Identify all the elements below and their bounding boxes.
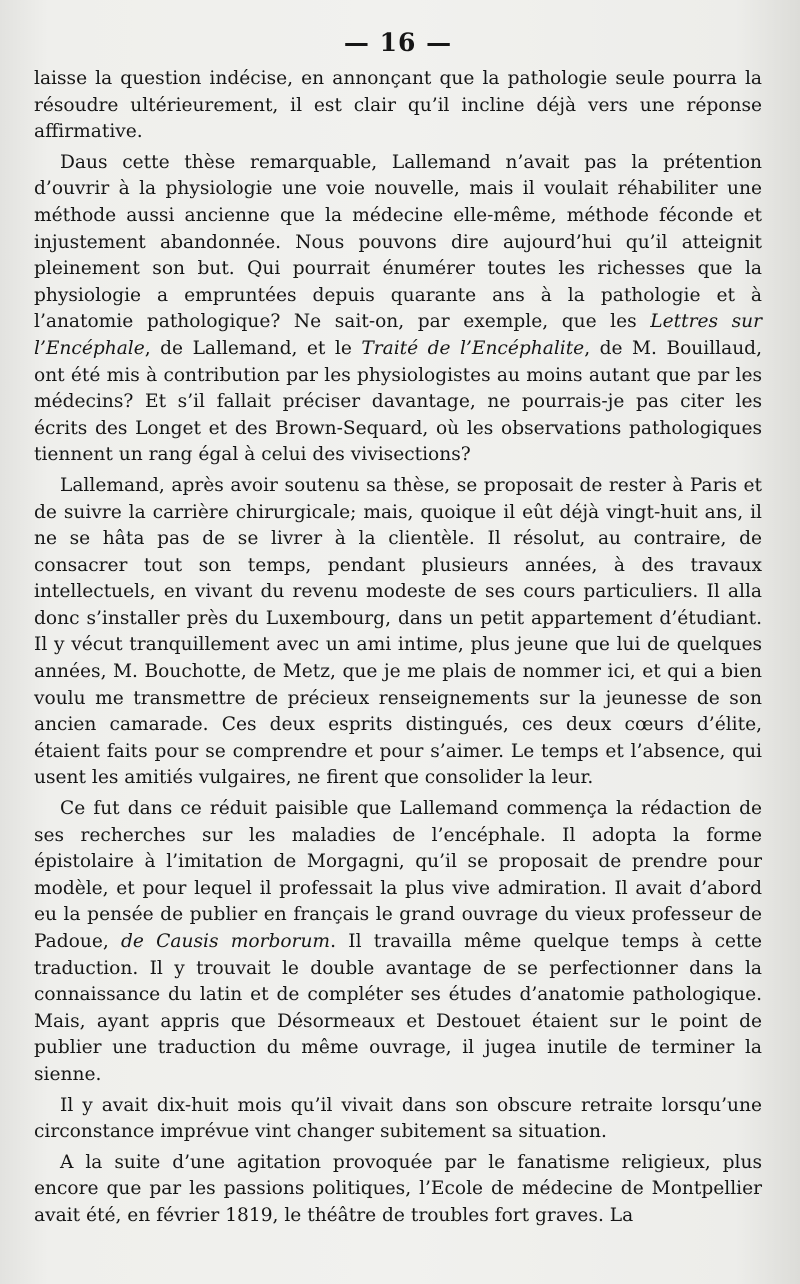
text-run: A la suite d’une agitation provoquée par le fanatisme religieux, plus encore que par les passions politiques, l’Ecole de médecine de Montpellier avait été, en février 1819, le théâtre de troubles fort graves. La (34, 1151, 762, 1226)
text-run: Il y avait dix-huit mois qu’il vivait dans son obscure retraite lorsqu’une circonstance imprévue vint changer subitement sa situation. (34, 1094, 762, 1143)
paragraph (34, 1150, 762, 1230)
text-run: . Il travailla même quelque temps à cette traduction. Il y trouvait le double avantage de se perfectionner dans la connaissance du latin et de compléter ses études d’anatomie pathologique. Mais, ayant appris que Désormeaux et Destouet étaient sur le point de publier une traduction du même ouvrage, il jugea inutile de terminer la sienne. (34, 931, 762, 1085)
text-run: laisse la question indécise, en annonçant que la pathologie seule pourra la résoudre ultérieurement, il est clair qu’il incline déjà vers une réponse affirmative. (34, 68, 762, 143)
paragraph (34, 1093, 762, 1146)
paragraph (34, 796, 762, 1089)
text-run: , de Lallemand, et le (144, 337, 362, 359)
text-run: Ce fut dans ce réduit paisible que Lallemand commença la rédaction de ses recherches sur les maladies de l’encéphale. Il adopta la forme épistolaire à l’imitation de Morgagni, qu’il se proposait de prendre pour modèle, et pour lequel il professait la plus vive admiration. Il avait d’abord eu la pensée de publier en français le grand ouvrage du vieux professeur de Padoue, (34, 798, 762, 952)
italic-title: de Causis morborum (121, 931, 331, 952)
italic-title: Lettres sur l’Encéphale (34, 311, 763, 359)
paragraph (34, 66, 762, 146)
paragraph (34, 473, 762, 792)
page-number: — 16 — (343, 28, 453, 57)
paragraph (34, 150, 762, 469)
text-run: Daus cette thèse remarquable, Lallemand n’avait pas la prétention d’ouvrir à la physiologie une voie nouvelle, mais il voulait réhabiliter une méthode aussi ancienne que la médecine elle-même, méthode féconde et injustement abandonnée. Nous pouvons dire aujourd’hui qu’il atteignit pleinement son but. Qui pourrait énumérer toutes les richesses que la physiologie a empruntées depuis quarante ans à la pathologie et à l’anatomie pathologique? Ne sait-on, par exemple, que les (34, 151, 762, 333)
text-run: Lallemand, après avoir soutenu sa thèse, se proposait de rester à Paris et de suivre la carrière chirurgicale; mais, quoique il eût déjà vingt-huit ans, il ne se hâta pas de se livrer à la clientèle. Il résolut, au contraire, de consacrer tout son temps, pendant plusieurs années, à des travaux intellectuels, en vivant du revenu modeste de ses cours particuliers. Il alla donc s’installer près du Luxembourg, dans un petit appartement d’étudiant. Il y vécut tranquillement avec un ami intime, plus jeune que lui de quelques années, M. Bouchotte, de Metz, que je me plais de nommer ici, et qui a bien voulu me transmettre de précieux renseignements sur la jeunesse de son ancien camarade. Ces deux esprits distingués, ces deux cœurs d’élite, étaient faits pour se comprendre et pour s’aimer. Le temps et l’absence, qui usent les amitiés vulgaires, ne firent que consolider la leur. (34, 474, 762, 789)
body-text (34, 66, 762, 1230)
text-run: , de M. Bouillaud, ont été mis à contribution par les physiologistes au moins autant que par les médecins? Et s’il fallait préciser davantage, ne pourrais-je pas citer les écrits des Longet et des Brown-Sequard, où les observations pathologiques tiennent un rang égal à celui des vivisections? (34, 337, 762, 466)
italic-title: Traité de l’Encéphalite (361, 337, 585, 359)
